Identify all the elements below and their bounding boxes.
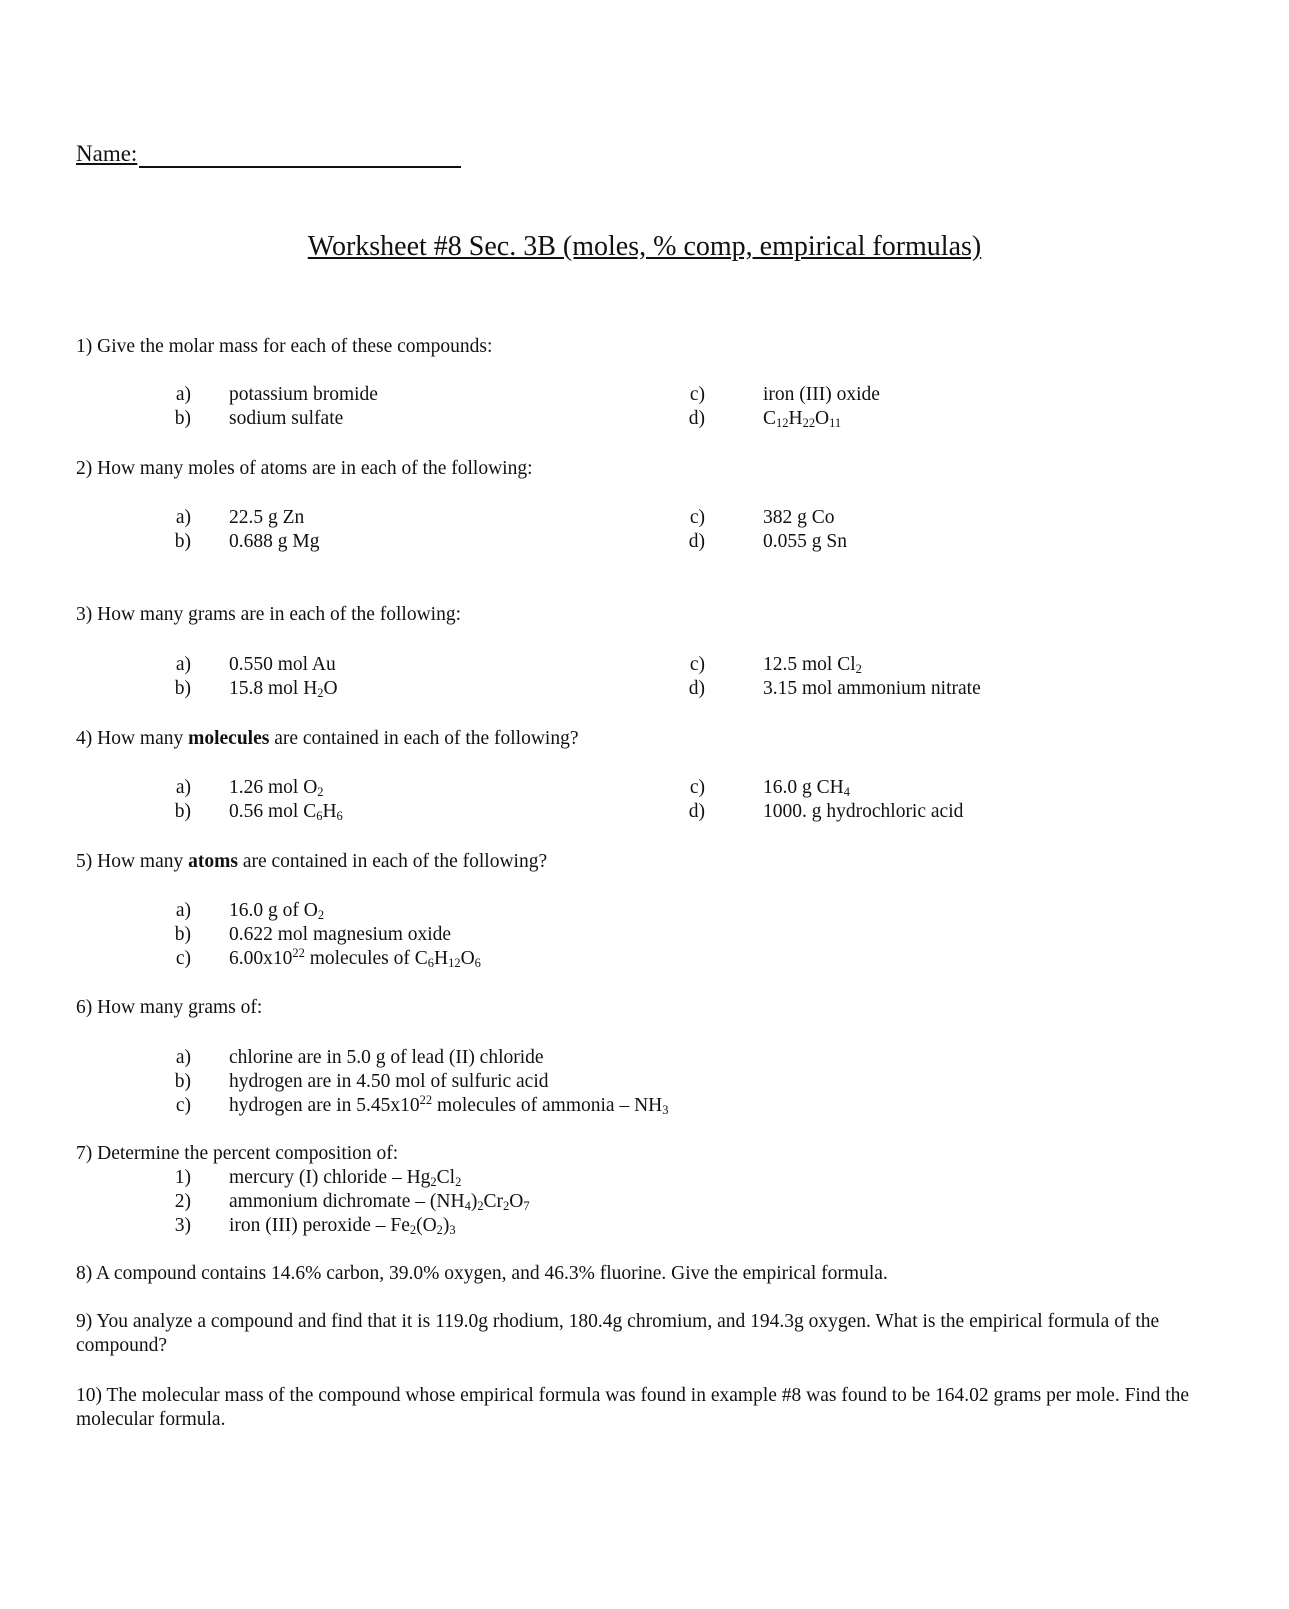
q3-b-label: b) <box>174 678 191 699</box>
q1-b-text: sodium sulfate <box>229 408 344 429</box>
question-9: 9) You analyze a compound and find that it is 119.0g rhodium, 180.4g chromium, and 194.3g oxygen. What is the empirical formula of the compound? <box>76 1311 1160 1356</box>
q5-b-text: 0.622 mol magnesium oxide <box>229 924 452 945</box>
q2-c-label: c) <box>689 507 705 528</box>
q4-b-label: b) <box>174 801 191 822</box>
q4-c-formula: 16.0 g $CH_4$ <box>763 777 850 799</box>
name-field <box>76 140 461 168</box>
question-8: 8) A compound contains 14.6% carbon, 39.0% oxygen, and 46.3% fluorine. Give the empirical formula. <box>76 1263 888 1284</box>
q6-c-label: c) <box>175 1095 191 1116</box>
q2-c-text: 382 g Co <box>763 507 835 528</box>
q4-a-label: a) <box>175 777 191 798</box>
q3-d-label: d) <box>688 678 705 699</box>
q6-c-formula: hydrogen are in $5.45x10^{22}$ molecules of ammonia – $NH_3$ <box>229 1093 669 1117</box>
q1-a-label: a) <box>175 384 191 405</box>
q3-a-label: a) <box>175 654 191 675</box>
q5-c-label: c) <box>175 948 191 969</box>
q7-1-formula: mercury (I) chloride – $Hg_2Cl_2$ <box>229 1167 462 1189</box>
q7-2-formula: ammonium dichromate – $(NH_4)_2Cr_2O_7$ <box>229 1191 530 1213</box>
name-blank-line <box>139 144 461 168</box>
question-10: 10) The molecular mass of the compound whose empirical formula was found in example #8 was found to be 164.02 grams per mole. Find the molecular formula. <box>76 1385 1190 1430</box>
q1-a-text: potassium bromide <box>229 384 378 405</box>
q4-d-label: d) <box>688 801 705 822</box>
q2-b-text: 0.688 g Mg <box>229 531 320 552</box>
q5-c-formula: $6.00x10^{22}$ molecules of $C_6H_{12}O_6$ <box>229 946 481 970</box>
q1-c-text: iron (III) oxide <box>763 384 880 405</box>
q7-1-label: 1) <box>174 1167 191 1188</box>
q4-b-formula: 0.56 mol $C_6H_6$ <box>229 801 343 823</box>
q3-a-text: 0.550 mol Au <box>229 654 336 675</box>
question-5-prompt: 5) How many atoms are contained in each of the following? <box>76 851 548 872</box>
q2-d-label: d) <box>688 531 705 552</box>
q6-b-label: b) <box>174 1071 191 1092</box>
page-title: Worksheet #8 Sec. 3B (moles, % comp, empirical formulas) <box>307 231 982 262</box>
question-7-prompt: 7) Determine the percent composition of: <box>76 1143 399 1164</box>
question-1-prompt: 1) Give the molar mass for each of these compounds: <box>76 336 493 357</box>
q3-c-formula: 12.5 mol $Cl_2$ <box>763 654 862 676</box>
q5-b-label: b) <box>174 924 191 945</box>
q2-d-text: 0.055 g Sn <box>763 531 847 552</box>
q1-c-label: c) <box>689 384 705 405</box>
q5-a-formula: 16.0 g of $O_2$ <box>229 900 325 922</box>
q4-d-text: 1000. g hydrochloric acid <box>763 801 964 822</box>
q7-2-label: 2) <box>174 1191 191 1212</box>
q7-3-label: 3) <box>174 1215 191 1236</box>
q3-d-text: 3.15 mol ammonium nitrate <box>763 678 981 699</box>
q2-b-label: b) <box>174 531 191 552</box>
q6-a-text: chlorine are in 5.0 g of lead (II) chloride <box>229 1047 544 1068</box>
q6-b-text: hydrogen are in 4.50 mol of sulfuric acid <box>229 1071 549 1092</box>
q5-a-label: a) <box>175 900 191 921</box>
q7-3-formula: iron (III) peroxide – $Fe_2(O_2)_3$ <box>229 1215 456 1237</box>
question-2-prompt: 2) How many moles of atoms are in each of the following: <box>76 458 533 479</box>
q6-a-label: a) <box>175 1047 191 1068</box>
q1-d-formula: $C_{12}H_{22}O_{11}$ <box>763 408 842 430</box>
q3-c-label: c) <box>689 654 705 675</box>
question-3-prompt: 3) How many grams are in each of the following: <box>76 604 462 625</box>
q4-c-label: c) <box>689 777 705 798</box>
name-label: Name: <box>76 141 138 166</box>
q1-d-label: d) <box>688 408 705 429</box>
q3-b-formula: 15.8 mol $H_2O$ <box>229 678 338 700</box>
q4-a-formula: 1.26 mol $O_2$ <box>229 777 324 799</box>
question-6-prompt: 6) How many grams of: <box>76 997 263 1018</box>
q2-a-label: a) <box>175 507 191 528</box>
question-4-prompt: 4) How many molecules are contained in each of the following? <box>76 728 579 749</box>
q1-b-label: b) <box>174 408 191 429</box>
q2-a-text: 22.5 g Zn <box>229 507 305 528</box>
